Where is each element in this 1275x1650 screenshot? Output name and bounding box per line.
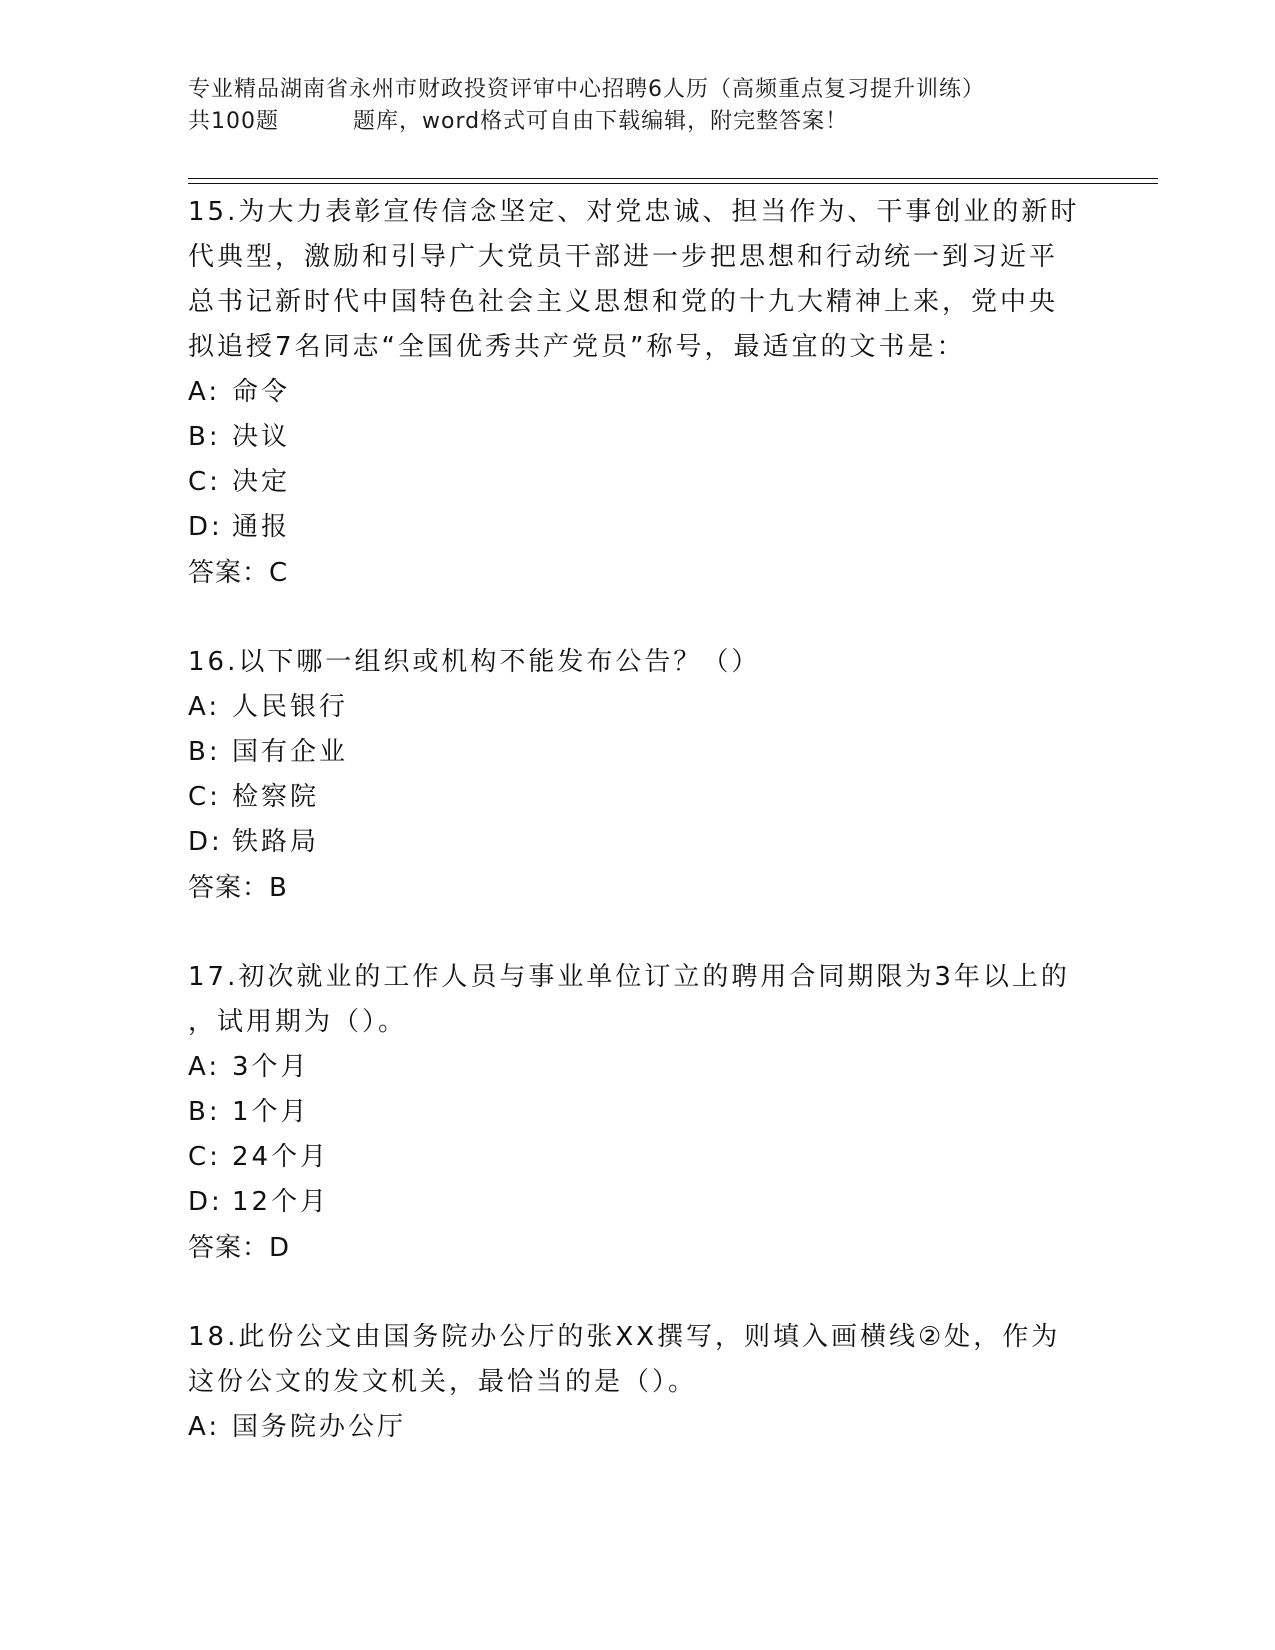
header-divider-bottom (188, 183, 1158, 184)
option-b (188, 415, 1088, 460)
option-text: 24个月 (232, 1142, 330, 1172)
question-stem-line: 15.为大力表彰宣传信念坚定、对党忠诚、担当作为、干事创业的新时 (188, 197, 1080, 227)
question-17 (188, 955, 1088, 1271)
question-gap (188, 596, 1088, 640)
option-text: 命令 (232, 377, 291, 407)
option-label: D: (188, 1187, 223, 1217)
option-c (188, 775, 1088, 820)
option-d (188, 505, 1088, 550)
question-stem-line: 代典型，激励和引导广大党员干部进一步把思想和行动统一到习近平 (188, 242, 1059, 272)
question-18 (188, 1315, 1088, 1450)
option-text: 决定 (232, 467, 291, 497)
option-label: B: (188, 1097, 221, 1127)
answer-line: 答案：D (188, 1233, 291, 1263)
option-c (188, 460, 1088, 505)
question-stem-line: 拟追授7名同志“全国优秀共产党员”称号，最适宜的文书是： (188, 332, 966, 362)
option-label: C: (188, 782, 221, 812)
question-gap (188, 911, 1088, 955)
option-text: 1个月 (232, 1097, 310, 1127)
question-stem-line: 16.以下哪一组织或机构不能发布公告？（） (188, 647, 761, 677)
option-label: A: (188, 1052, 221, 1082)
option-text: 国务院办公厅 (232, 1412, 407, 1442)
question-gap (188, 1271, 1088, 1315)
option-a (188, 370, 1088, 415)
question-stem-line: 18.此份公文由国务院办公厅的张XX撰写，则填入画横线②处，作为 (188, 1322, 1061, 1352)
question-stem-line: 17.初次就业的工作人员与事业单位订立的聘用合同期限为3年以上的 (188, 962, 1070, 992)
option-label: A: (188, 692, 221, 722)
answer-line: 答案：B (188, 873, 288, 903)
option-b (188, 1090, 1088, 1135)
header-subtitle-line (188, 106, 1088, 138)
option-c (188, 1135, 1088, 1180)
option-d (188, 1180, 1088, 1225)
header-divider-top (188, 178, 1158, 179)
header-title-line: 专业精品湖南省永州市财政投资评审中心招聘6人历（高频重点复习提升训练） (188, 77, 985, 102)
option-label: B: (188, 422, 221, 452)
option-d (188, 820, 1088, 865)
question-stem-line: ，试用期为（）。 (188, 1007, 408, 1037)
option-text: 通报 (232, 512, 291, 542)
option-label: B: (188, 737, 221, 767)
option-label: D: (188, 827, 223, 857)
document-header (188, 74, 1088, 138)
option-text: 检察院 (232, 782, 320, 812)
header-question-count: 共100题 (188, 109, 279, 134)
question-stem-line: 总书记新时代中国特色社会主义思想和党的十九大精神上来，党中央 (188, 287, 1059, 317)
option-a (188, 685, 1088, 730)
option-a (188, 1405, 1088, 1450)
questions-list (188, 190, 1088, 1450)
option-b (188, 730, 1088, 775)
option-a (188, 1045, 1088, 1090)
option-text: 铁路局 (232, 827, 320, 857)
option-label: A: (188, 377, 221, 407)
answer-line: 答案：C (188, 558, 289, 588)
option-text: 12个月 (232, 1187, 330, 1217)
option-text: 决议 (232, 422, 291, 452)
option-text: 人民银行 (232, 692, 349, 722)
question-16 (188, 640, 1088, 911)
header-format-note: 题库，word格式可自由下载编辑，附完整答案！ (353, 109, 849, 134)
option-text: 3个月 (232, 1052, 310, 1082)
option-label: C: (188, 1142, 221, 1172)
question-stem-line: 这份公文的发文机关，最恰当的是（）。 (188, 1367, 698, 1397)
question-15 (188, 190, 1088, 596)
option-label: C: (188, 467, 221, 497)
option-label: D: (188, 512, 223, 542)
option-text: 国有企业 (232, 737, 349, 767)
option-label: A: (188, 1412, 221, 1442)
